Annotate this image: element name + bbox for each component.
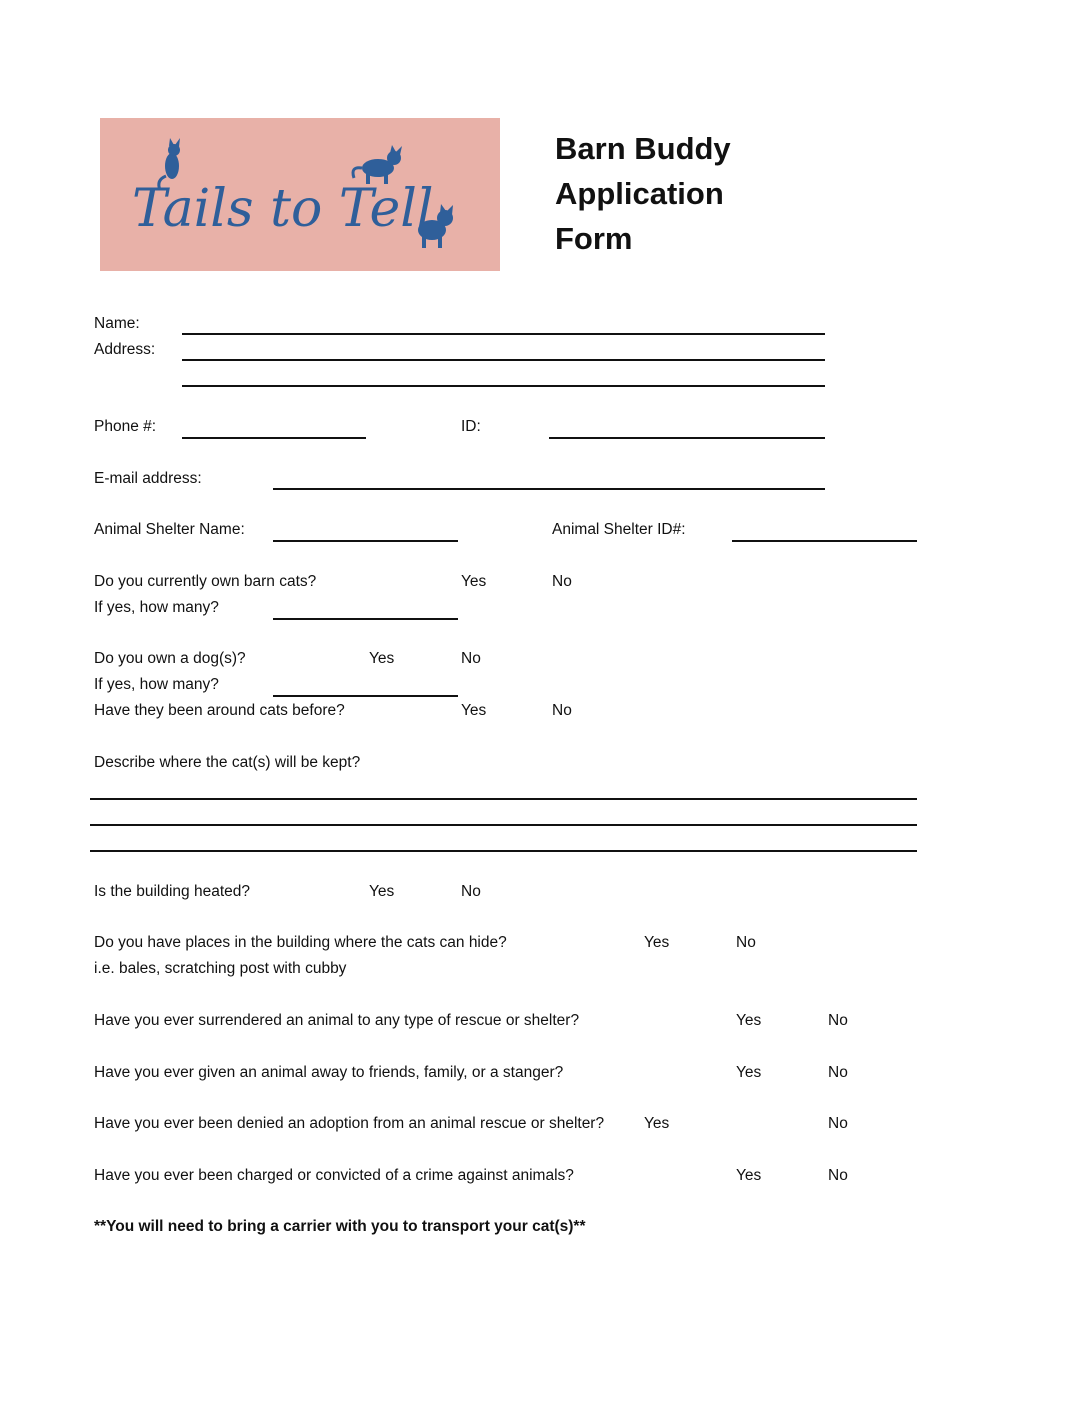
- dogs-yes[interactable]: Yes: [369, 650, 395, 667]
- name-field[interactable]: [182, 333, 825, 335]
- describe-field-1[interactable]: [90, 798, 917, 800]
- dogs-count-label: If yes, how many?: [94, 676, 219, 693]
- charged-yes[interactable]: Yes: [736, 1167, 762, 1184]
- shelter-id-label: Animal Shelter ID#:: [552, 521, 686, 538]
- barn-cats-question: Do you currently own barn cats?: [94, 573, 317, 590]
- heated-no[interactable]: No: [461, 883, 481, 900]
- hide-question: Do you have places in the building where the cats can hide?: [94, 934, 507, 951]
- dogs-count-field[interactable]: [273, 695, 458, 697]
- shelter-name-field[interactable]: [273, 540, 458, 542]
- describe-question: Describe where the cat(s) will be kept?: [94, 754, 361, 771]
- shelter-id-field[interactable]: [732, 540, 917, 542]
- heated-question: Is the building heated?: [94, 883, 250, 900]
- surrendered-yes[interactable]: Yes: [736, 1012, 762, 1029]
- address-field-1[interactable]: [182, 359, 825, 361]
- title-line-1: Barn Buddy: [555, 131, 731, 166]
- barn-cats-count-field[interactable]: [273, 618, 458, 620]
- email-field[interactable]: [273, 488, 825, 490]
- hide-example: i.e. bales, scratching post with cubby: [94, 960, 347, 977]
- address-field-2[interactable]: [182, 385, 825, 387]
- given-away-no[interactable]: No: [828, 1064, 848, 1081]
- address-label: Address:: [94, 341, 156, 358]
- heated-yes[interactable]: Yes: [369, 883, 395, 900]
- id-field[interactable]: [549, 437, 825, 439]
- form-title: [555, 126, 731, 261]
- denied-no[interactable]: No: [828, 1115, 848, 1132]
- describe-field-2[interactable]: [90, 824, 917, 826]
- dogs-cats-question: Have they been around cats before?: [94, 702, 345, 719]
- carrier-note: **You will need to bring a carrier with you to transport your cat(s)**: [94, 1218, 586, 1235]
- charged-question: Have you ever been charged or convicted of a crime against animals?: [94, 1167, 574, 1184]
- id-label: ID:: [461, 418, 481, 435]
- denied-yes[interactable]: Yes: [644, 1115, 670, 1132]
- title-line-2: Application: [555, 176, 724, 211]
- barn-cats-count-label: If yes, how many?: [94, 599, 219, 616]
- surrendered-question: Have you ever surrendered an animal to any type of rescue or shelter?: [94, 1012, 580, 1029]
- dogs-no[interactable]: No: [461, 650, 481, 667]
- name-label: Name:: [94, 315, 140, 332]
- charged-no[interactable]: No: [828, 1167, 848, 1184]
- barn-cats-no[interactable]: No: [552, 573, 572, 590]
- given-away-yes[interactable]: Yes: [736, 1064, 762, 1081]
- surrendered-no[interactable]: No: [828, 1012, 848, 1029]
- shelter-name-label: Animal Shelter Name:: [94, 521, 245, 538]
- phone-field[interactable]: [182, 437, 366, 439]
- dogs-cats-yes[interactable]: Yes: [461, 702, 487, 719]
- denied-question: Have you ever been denied an adoption from an animal rescue or shelter?: [94, 1115, 605, 1132]
- logo-graphic: [100, 118, 500, 271]
- phone-label: Phone #:: [94, 418, 157, 435]
- given-away-question: Have you ever given an animal away to friends, family, or a stanger?: [94, 1064, 564, 1081]
- hide-no[interactable]: No: [736, 934, 756, 951]
- email-label: E-mail address:: [94, 470, 202, 487]
- barn-cats-yes[interactable]: Yes: [461, 573, 487, 590]
- dogs-question: Do you own a dog(s)?: [94, 650, 246, 667]
- logo-text: Tails to Tell: [132, 179, 434, 239]
- describe-field-3[interactable]: [90, 850, 917, 852]
- dogs-cats-no[interactable]: No: [552, 702, 572, 719]
- tails-to-tell-logo: [100, 118, 500, 271]
- title-line-3: Form: [555, 221, 633, 256]
- hide-yes[interactable]: Yes: [644, 934, 670, 951]
